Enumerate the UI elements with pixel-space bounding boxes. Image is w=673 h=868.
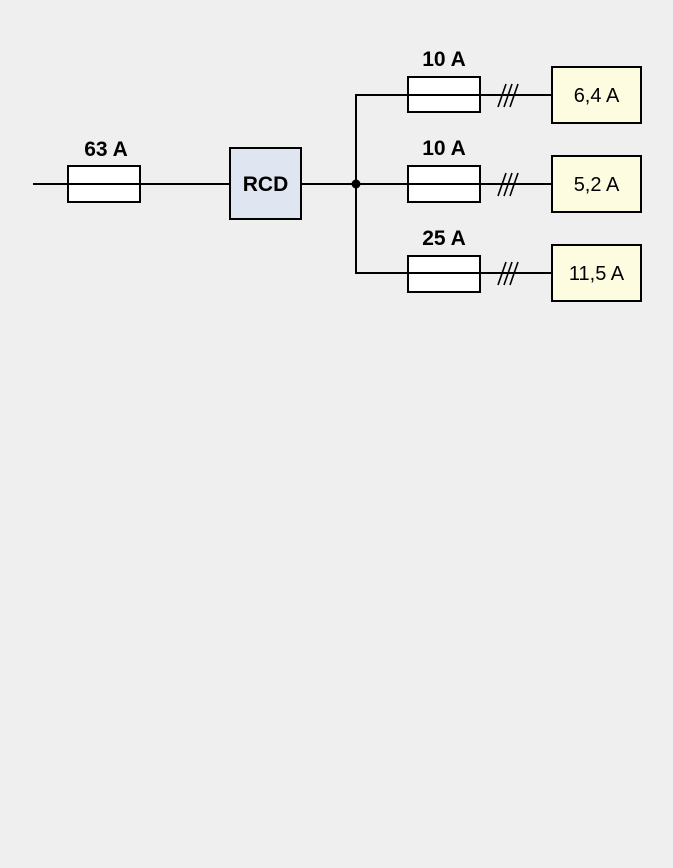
branch-fuse-1-label: 10 A	[422, 48, 466, 71]
main-fuse	[68, 166, 140, 202]
load-1-label: 6,4 A	[573, 85, 620, 107]
main-fuse-label: 63 A	[84, 138, 128, 161]
branch-fuse-3	[408, 256, 480, 292]
branch-fuse-3-label: 25 A	[422, 227, 466, 250]
branch-fuse-2	[408, 166, 480, 202]
rcd-label: RCD	[242, 173, 289, 196]
branch-fuse-1	[408, 77, 480, 112]
branch-fuse-2-label: 10 A	[422, 137, 466, 160]
load-3-label: 11,5 A	[568, 263, 625, 285]
load-2-label: 5,2 A	[573, 174, 620, 196]
